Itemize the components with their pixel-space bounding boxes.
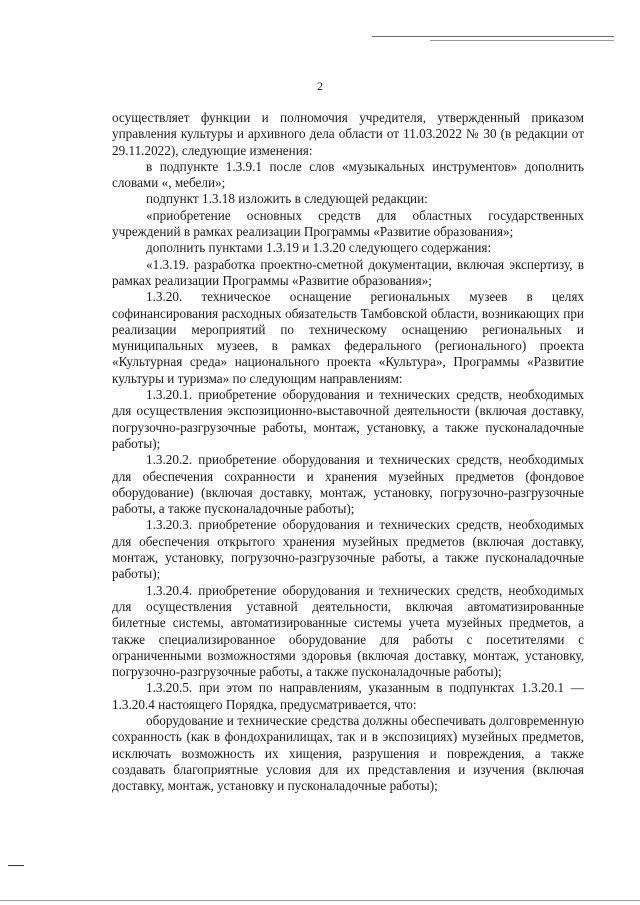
paragraph-3: подпункт 1.3.18 изложить в следующей редакции: bbox=[146, 191, 428, 207]
paragraph-2: в подпункте 1.3.9.1 после слов «музыкальных инструментов» дополнить словами «, мебели»; bbox=[112, 158, 584, 191]
paragraph-5: дополнить пунктами 1.3.19 и 1.3.20 следующего содержания: bbox=[146, 240, 492, 256]
paragraph-1: осуществляет функции и полномочия учредителя, утвержденный приказом управления культуры и архивного дела области от 11.03.2022 № 30 (в редакции от 29.11.2022), следующие изменения: bbox=[112, 110, 584, 158]
page-number: 2 bbox=[317, 79, 323, 93]
paragraph-8: 1.3.20.1. приобретение оборудования и технических средств, необходимых для осуществления экспозиционно-выставочной деятельности (включая доставку, погрузочно-разгрузочные работы, монтаж, установку, а также пусконаладочные работы); bbox=[112, 387, 584, 451]
scan-line-top-right bbox=[372, 36, 614, 37]
paragraph-7: 1.3.20. техническое оснащение региональных музеев в целях софинансирования расходных обязательств Тамбовской области, возникающих при реализации мероприятий по техническому оснащению региональных и муниципальных музеев, в рамках федерального (регионального) проекта «Культурная среда» национального проекта «Культура», Программы «Развитие культуры и туризма» по следующим направлениям: bbox=[112, 289, 584, 386]
scan-line-top-right-2 bbox=[430, 40, 614, 41]
paragraph-4: «приобретение основных средств для областных государственных учреждений в рамках реализации Программы «Развитие образования»; bbox=[112, 207, 584, 240]
paragraph-12: 1.3.20.5. при этом по направлениям, указанным в подпунктах 1.3.20.1 — 1.3.20.4 настоящего Порядка, предусматривается, что: bbox=[112, 680, 584, 712]
paragraph-10: 1.3.20.3. приобретение оборудования и технических средств, необходимых для обеспечения открытого хранения музейных предметов (включая доставку, монтаж, установку, погрузочно-разгрузочные работы, а также пусконаладочные работы); bbox=[112, 517, 584, 582]
paragraph-13: оборудование и технические средства должны обеспечивать долговременную сохранность (как в фондохранилищах, так и в экспозициях) музейных предметов, исключать возможность их хищения, разрушения и повреждения, а также создавать благоприятные условия для их представления и изучения (включая доставку, монтаж, установку и пусконаладочные работы); bbox=[112, 712, 584, 794]
paragraph-6: «1.3.19. разработка проектно-сметной документации, включая экспертизу, в рамках реализации Программы «Развитие образования»; bbox=[112, 256, 584, 288]
margin-mark bbox=[8, 865, 24, 866]
document-body bbox=[112, 110, 584, 794]
paragraph-9: 1.3.20.2. приобретение оборудования и технических средств, необходимых для обеспечения сохранности и хранения музейных предметов (фондовое оборудование) (включая доставку, монтаж, установку, погрузочно-разгрузочные работы, а также пусконаладочные работы); bbox=[112, 452, 584, 517]
bottom-edge-line bbox=[0, 900, 640, 901]
paragraph-11: 1.3.20.4. приобретение оборудования и технических средств, необходимых для осуществления уставной деятельности, включая автоматизированные билетные системы, автоматизированные системы учета музейных предметов, а также специализированное оборудование для работы с посетителями с ограниченными возможностями здоровья (включая доставку, монтаж, установку, погрузочно-разгрузочные работы, а также пусконаладочные работы); bbox=[112, 582, 584, 680]
